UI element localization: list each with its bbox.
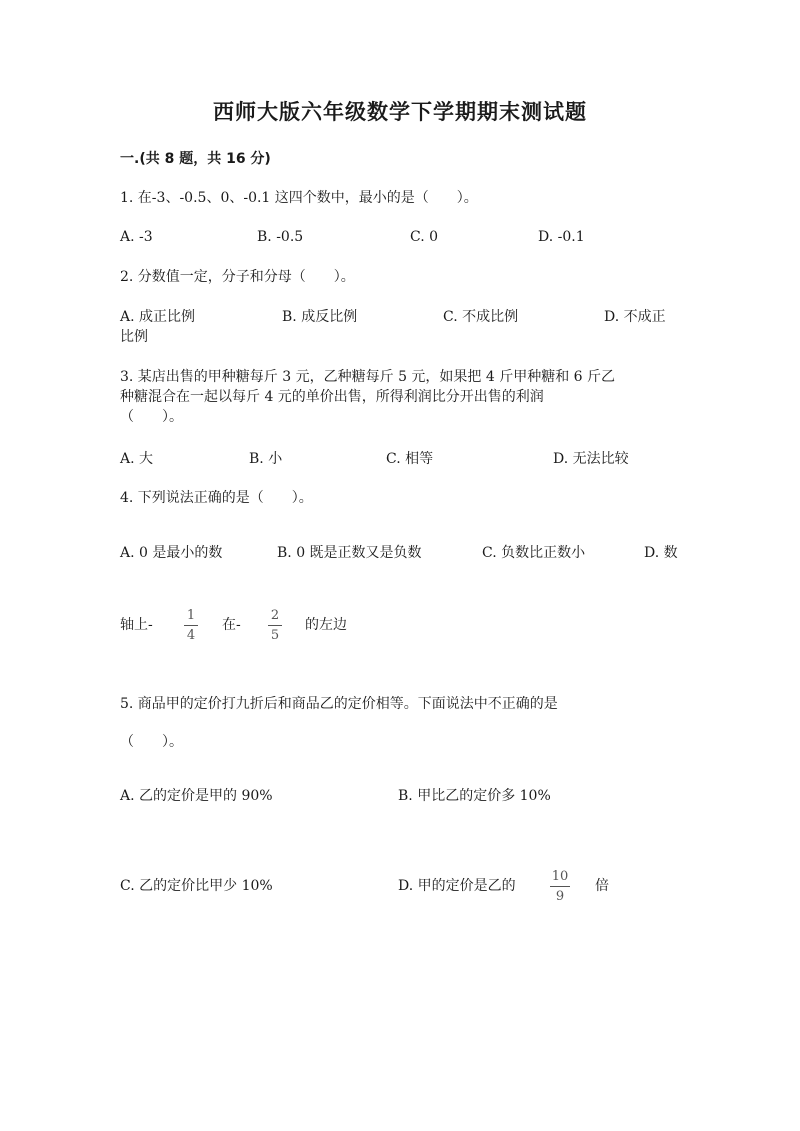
fraction-bar bbox=[268, 625, 282, 626]
question-5-stem-line-2: （ ）。 bbox=[120, 734, 183, 750]
question-3-stem-line-3: （ ）。 bbox=[120, 409, 183, 425]
question-1-option-c[interactable]: C. 0 bbox=[410, 229, 439, 245]
question-5-option-c[interactable]: C. 乙的定价比甲少 10% bbox=[120, 878, 273, 894]
question-2-option-a[interactable]: A. 成正比例 bbox=[120, 309, 196, 325]
question-4-stem: 4. 下列说法正确的是（ ）。 bbox=[120, 490, 313, 506]
question-4-option-d-suffix: 的左边 bbox=[305, 617, 347, 633]
question-1-option-b[interactable]: B. -0.5 bbox=[257, 229, 304, 245]
fraction-denominator: 9 bbox=[555, 889, 565, 904]
question-5-option-b[interactable]: B. 甲比乙的定价多 10% bbox=[398, 788, 551, 804]
fraction-denominator: 4 bbox=[186, 628, 196, 643]
fraction-one-quarter bbox=[184, 608, 198, 643]
question-4-option-b[interactable]: B. 0 既是正数又是负数 bbox=[277, 545, 422, 561]
question-2-option-d-wrap: 比例 bbox=[120, 329, 148, 345]
page-title: 西师大版六年级数学下学期期末测试题 bbox=[213, 100, 587, 124]
question-4-option-d-prefix: 轴上- bbox=[120, 617, 153, 633]
question-1-stem: 1. 在-3、-0.5、0、-0.1 这四个数中，最小的是（ ）。 bbox=[120, 190, 478, 206]
question-5-option-d[interactable]: D. 甲的定价是乙的 bbox=[398, 878, 516, 894]
fraction-bar bbox=[550, 886, 570, 887]
question-3-option-d[interactable]: D. 无法比较 bbox=[553, 451, 629, 467]
question-3-stem-line-1: 3. 某店出售的甲种糖每斤 3 元，乙种糖每斤 5 元，如果把 4 斤甲种糖和 6 斤乙 bbox=[120, 369, 616, 385]
section-header: 一.(共 8 题，共 16 分) bbox=[120, 151, 271, 167]
question-4-option-d[interactable]: D. 数 bbox=[644, 545, 678, 561]
fraction-ten-ninths bbox=[550, 869, 570, 904]
question-4-option-d-middle: 在- bbox=[222, 617, 241, 633]
question-4-option-a[interactable]: A. 0 是最小的数 bbox=[120, 545, 223, 561]
fraction-bar bbox=[184, 625, 198, 626]
fraction-numerator: 2 bbox=[270, 608, 280, 623]
question-3-stem-line-2: 种糖混合在一起以每斤 4 元的单价出售，所得利润比分开出售的利润 bbox=[120, 389, 544, 405]
question-2-stem: 2. 分数值一定，分子和分母（ ）。 bbox=[120, 269, 355, 285]
question-2-option-b[interactable]: B. 成反比例 bbox=[282, 309, 358, 325]
question-2-option-c[interactable]: C. 不成比例 bbox=[443, 309, 519, 325]
question-1-option-a[interactable]: A. -3 bbox=[120, 229, 153, 245]
question-5-option-d-suffix: 倍 bbox=[595, 878, 609, 894]
fraction-numerator: 1 bbox=[186, 608, 196, 623]
question-4-option-c[interactable]: C. 负数比正数小 bbox=[482, 545, 586, 561]
question-5-option-a[interactable]: A. 乙的定价是甲的 90% bbox=[120, 788, 273, 804]
question-5-stem: 5. 商品甲的定价打九折后和商品乙的定价相等。下面说法中不正确的是 bbox=[120, 696, 558, 712]
fraction-numerator: 10 bbox=[551, 869, 569, 884]
question-2-option-d[interactable]: D. 不成正 bbox=[604, 309, 666, 325]
question-1-option-d[interactable]: D. -0.1 bbox=[538, 229, 585, 245]
question-3-option-b[interactable]: B. 小 bbox=[249, 451, 283, 467]
question-3-option-a[interactable]: A. 大 bbox=[120, 451, 154, 467]
fraction-two-fifths bbox=[268, 608, 282, 643]
fraction-denominator: 5 bbox=[270, 628, 280, 643]
question-3-option-c[interactable]: C. 相等 bbox=[386, 451, 434, 467]
